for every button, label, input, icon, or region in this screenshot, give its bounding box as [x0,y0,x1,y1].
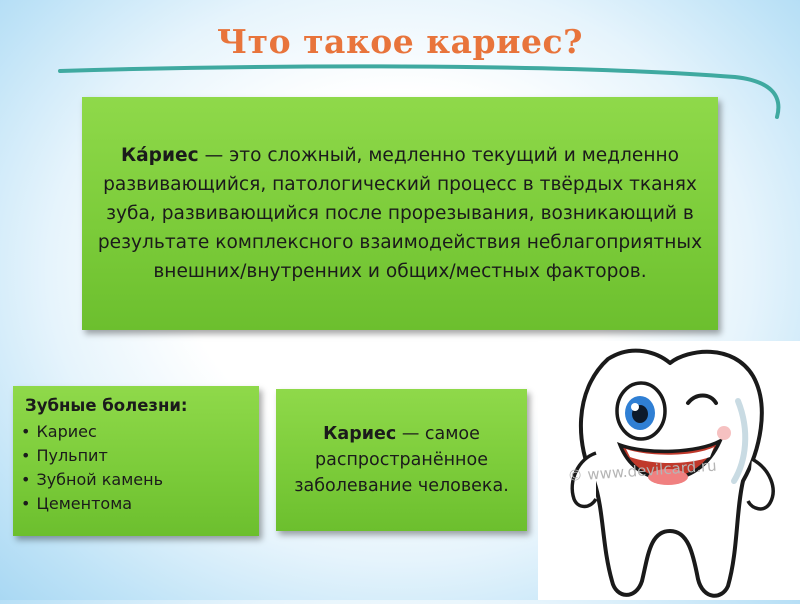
common-disease-term: Кариес [323,424,397,444]
cartoon-tooth-icon [538,341,800,600]
page-title: Что такое кариес? [217,22,583,61]
diseases-heading: Зубные болезни: [25,396,188,415]
tooth-image-panel [538,341,800,600]
diseases-card [13,386,259,536]
common-disease-card [276,389,527,531]
watermark: © www.devilcard.ru [567,456,718,485]
common-disease-body: — самое распространённое заболевание человека. [294,424,509,496]
definition-text [96,141,704,286]
list-item: • Пульпит [19,444,253,468]
definition-card [82,97,718,330]
list-item: • Кариес [19,420,253,444]
definition-body: — это сложный, медленно текущий и медленно развивающийся, патологический процесс в твёрдых тканях зуба, развивающийся после прорезывания, возникающий в результате комплексного взаимодействия неблагоприятных внешних/внутренних и общих/местных факторов. [97,145,703,282]
diseases-list [19,420,253,516]
list-item: • Зубной камень [19,468,253,492]
common-disease-text [286,421,517,499]
definition-term: Ка́риес [120,145,199,166]
list-item: • Цементома [19,492,253,516]
